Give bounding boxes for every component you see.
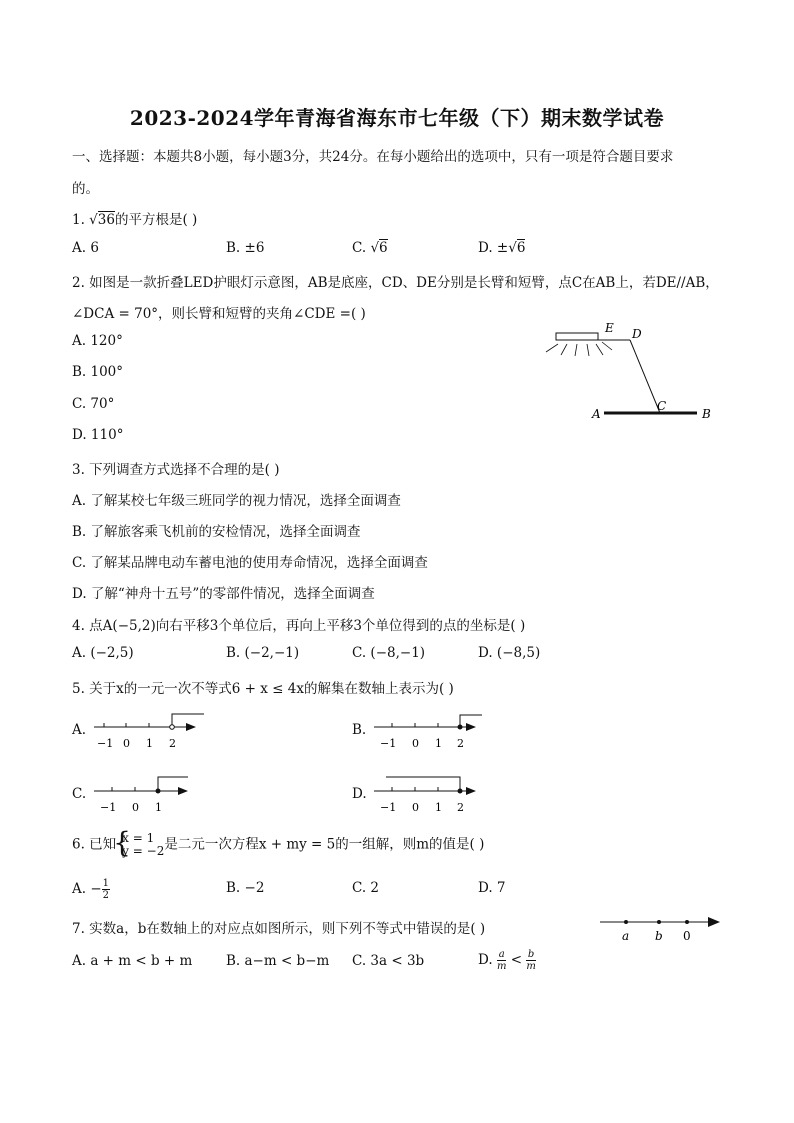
long-arm-CD (630, 340, 660, 413)
tick-label: 0 (132, 801, 139, 814)
tick-label: 2 (169, 737, 176, 750)
tick-label: −1 (380, 801, 397, 814)
tick-label: −1 (100, 801, 117, 814)
option-label: C. (352, 240, 371, 256)
radicand: 36 (97, 212, 115, 228)
q5-option-c-numberline (92, 772, 212, 816)
q4-option-c: C. (−8,−1) (352, 645, 426, 661)
q7-option-d (478, 949, 536, 972)
q2-option-d: D. 110° (72, 427, 124, 443)
sqrt-symbol: √ (89, 212, 98, 228)
tick-label: 2 (457, 801, 464, 814)
numerator: b (527, 949, 535, 960)
q7-option-a: A. a + m < b + m (72, 953, 193, 969)
q5-option-b-numberline (372, 710, 492, 752)
q6-option-d: D. 7 (478, 880, 506, 896)
tick-label: 1 (435, 801, 442, 814)
label-B: B (702, 407, 711, 421)
less-than: < (506, 952, 527, 968)
q1-option-c: C. √6 (352, 240, 388, 256)
option-label: A. − (72, 881, 102, 897)
q3-option-d: D. 了解“神舟十五号”的零部件情况，选择全面调查 (72, 586, 375, 602)
q3-option-a: A. 了解某校七年级三班同学的视力情况，选择全面调查 (72, 493, 401, 509)
question-6-stem (72, 832, 484, 858)
question-text: 是二元一次方程x + my = 5的一组解，则m的值是( ) (164, 836, 485, 853)
fraction (102, 878, 110, 901)
label-D: D (632, 327, 642, 341)
point-label-a: a (622, 929, 630, 943)
tick-label: 1 (155, 801, 162, 814)
tick-label: 2 (457, 737, 464, 750)
radicand: 6 (379, 240, 388, 256)
q2-option-b: B. 100° (72, 364, 124, 380)
q1-option-b: B. ±6 (226, 240, 265, 256)
q5-option-a-numberline (92, 710, 212, 752)
radicand: 6 (516, 240, 526, 256)
system-row: { x = 1 (122, 831, 155, 845)
q6-option-c: C. 2 (352, 880, 380, 896)
q4-option-b: B. (−2,−1) (226, 645, 300, 661)
q4-option-d: D. (−8,5) (478, 645, 541, 661)
q1-option-a: A. 6 (72, 240, 99, 256)
option-label: D. ± (478, 240, 509, 256)
question-3-stem: 3. 下列调查方式选择不合理的是( ) (72, 462, 280, 478)
q5-option-c-label: C. (72, 786, 87, 802)
q7-option-c: C. 3a < 3b (352, 953, 425, 969)
tick-label: −1 (380, 737, 397, 750)
q3-option-c: C. 了解某品牌电动车蓄电池的使用寿命情况，选择全面调查 (72, 555, 428, 571)
section-instructions-line1: 一、选择题：本题共8小题，每小题3分，共24分。在每小题给出的选项中，只有一项是符合题目要求 (72, 149, 674, 165)
q5-option-d-label: D. (352, 786, 367, 802)
lamp-head (556, 333, 598, 340)
denominator: 2 (102, 890, 110, 901)
q2-option-a: A. 120° (72, 333, 123, 349)
numerator: 1 (102, 878, 110, 889)
numerator: a (498, 949, 505, 960)
light-rays (546, 342, 612, 356)
tick-label: 1 (435, 737, 442, 750)
label-C: C (657, 399, 667, 413)
tick-label: 0 (412, 801, 419, 814)
option-label: D. (478, 952, 497, 968)
question-5-stem: 5. 关于x的一元一次不等式6 + x ≤ 4x的解集在数轴上表示为( ) (72, 681, 454, 697)
exam-title: 2023-2024学年青海省海东市七年级（下）期末数学试卷 (129, 106, 665, 130)
q3-option-b: B. 了解旅客乘飞机前的安检情况，选择全面调查 (72, 524, 361, 540)
tick-label: 0 (123, 737, 130, 750)
fraction (497, 949, 506, 972)
lamp-diagram (540, 318, 720, 428)
q1-option-d: D. ±√6 (478, 240, 526, 256)
question-1-stem (72, 208, 197, 228)
section-instructions-line2: 的。 (72, 181, 99, 197)
tick-label: 1 (146, 737, 153, 750)
fraction (526, 949, 535, 972)
tick-label: −1 (97, 737, 114, 750)
denominator: m (526, 961, 536, 972)
point-label-b: b (655, 929, 663, 943)
q5-option-d-numberline (372, 772, 492, 816)
point-label-0: 0 (683, 929, 691, 943)
question-4-stem: 4. 点A(−5,2)向右平移3个单位后，再向上平移3个单位得到的点的坐标是( ) (72, 618, 526, 634)
question-text: 6. 已知 (72, 836, 117, 853)
equation-system (116, 832, 164, 858)
question-text: 的平方根是( ) (114, 212, 198, 228)
q6-option-b: B. −2 (226, 880, 265, 896)
question-number: 1. (72, 212, 90, 228)
q7-option-b: B. a−m < b−m (226, 953, 330, 969)
q6-option-a (72, 878, 110, 901)
denominator: m (496, 961, 507, 972)
system-row: y = −2 (122, 844, 165, 858)
tick-label: 0 (412, 737, 419, 750)
question-2-stem-line2: ∠DCA = 70°，则长臂和短臂的夹角∠CDE =( ) (72, 306, 366, 322)
q7-numberline (598, 910, 724, 946)
q4-option-a: A. (−2,5) (72, 645, 134, 661)
label-A: A (592, 407, 601, 421)
q5-option-b-label: B. (352, 722, 367, 738)
question-7-stem: 7. 实数a，b在数轴上的对应点如图所示，则下列不等式中错误的是( ) (72, 921, 486, 937)
q2-option-c: C. 70° (72, 396, 115, 412)
question-2-stem-line1: 2. 如图是一款折叠LED护眼灯示意图，AB是底座，CD、DE分别是长臂和短臂，点C在AB上，若DE//AB， (72, 275, 719, 291)
q5-option-a-label: A. (72, 722, 87, 738)
label-E: E (605, 321, 614, 335)
